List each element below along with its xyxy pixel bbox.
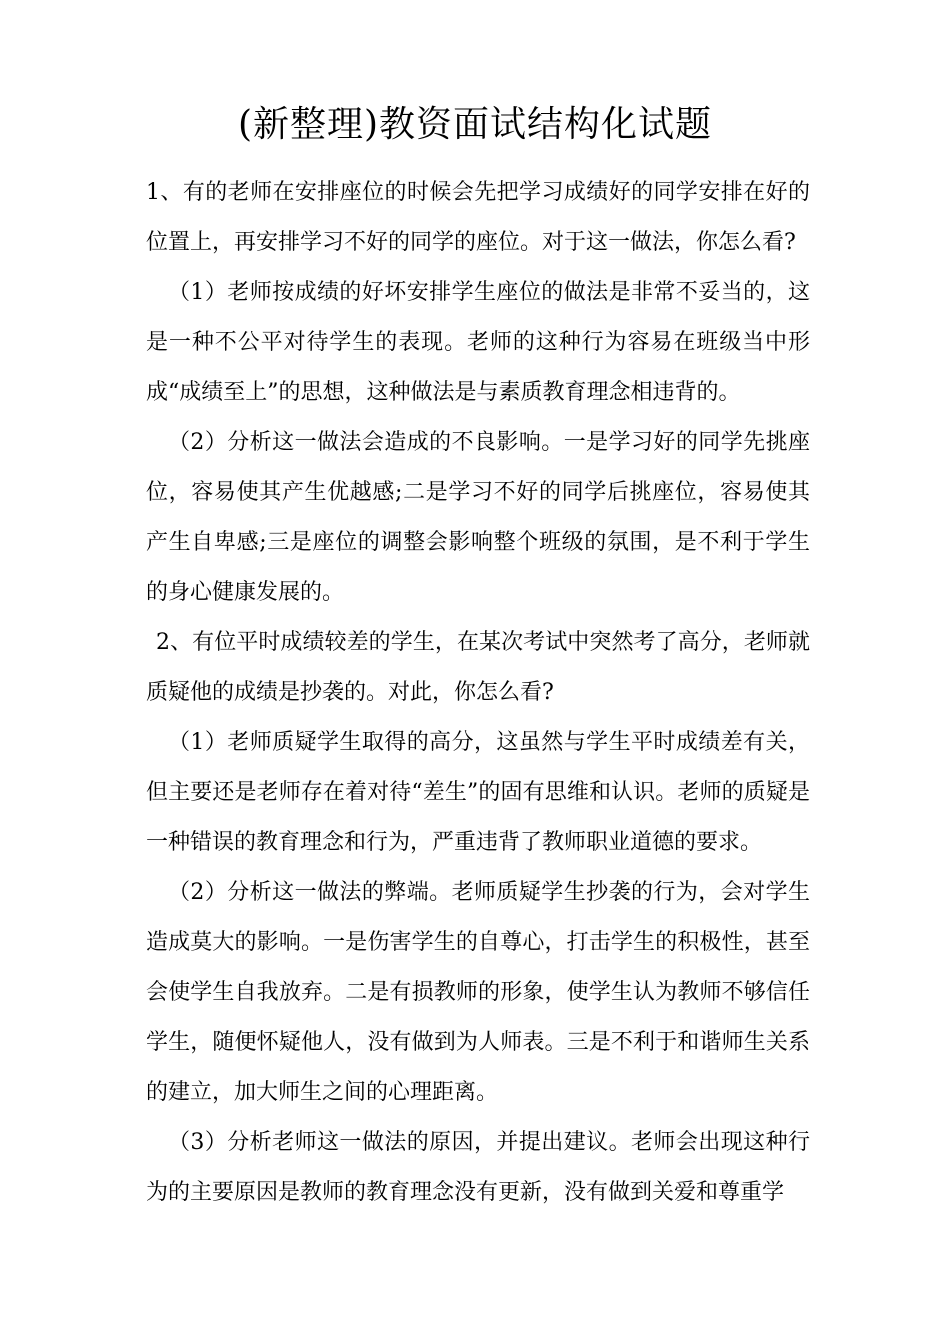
answer-1-1-paragraph: （1）老师按成绩的好坏安排学生座位的做法是非常不妥当的，这是一种不公平对待学生的表现。老师的这种行为容易在班级当中形成“成绩至上”的思想，这种做法是与素质教育理念相违背的。 <box>146 280 810 405</box>
document-body <box>146 168 810 1218</box>
answer-2-3-paragraph: （3）分析老师这一做法的原因，并提出建议。老师会出现这种行为的主要原因是教师的教育理念没有更新，没有做到关爱和尊重学 <box>146 1130 810 1205</box>
document-title: (新整理)教资面试结构化试题 <box>237 104 713 145</box>
answer-2-1-paragraph: （1）老师质疑学生取得的高分，这虽然与学生平时成绩差有关，但主要还是老师存在着对待“差生”的固有思维和认识。老师的质疑是一种错误的教育理念和行为，严重违背了教师职业道德的要求。 <box>146 730 810 855</box>
question-2-paragraph: 2、有位平时成绩较差的学生，在某次考试中突然考了高分，老师就质疑他的成绩是抄袭的。对此，你怎么看? <box>146 630 810 705</box>
question-1-paragraph: 1、有的老师在安排座位的时候会先把学习成绩好的同学安排在好的位置上，再安排学习不好的同学的座位。对于这一做法，你怎么看? <box>146 180 810 255</box>
answer-2-2-paragraph: （2）分析这一做法的弊端。老师质疑学生抄袭的行为，会对学生造成莫大的影响。一是伤害学生的自尊心，打击学生的积极性，甚至会使学生自我放弃。二是有损教师的形象，使学生认为教师不够信任学生，随便怀疑他人，没有做到为人师表。三是不利于和谐师生关系的建立，加大师生之间的心理距离。 <box>146 880 810 1105</box>
answer-1-2-paragraph: （2）分析这一做法会造成的不良影响。一是学习好的同学先挑座位，容易使其产生优越感;二是学习不好的同学后挑座位，容易使其产生自卑感;三是座位的调整会影响整个班级的氛围，是不利于学生的身心健康发展的。 <box>146 430 810 605</box>
